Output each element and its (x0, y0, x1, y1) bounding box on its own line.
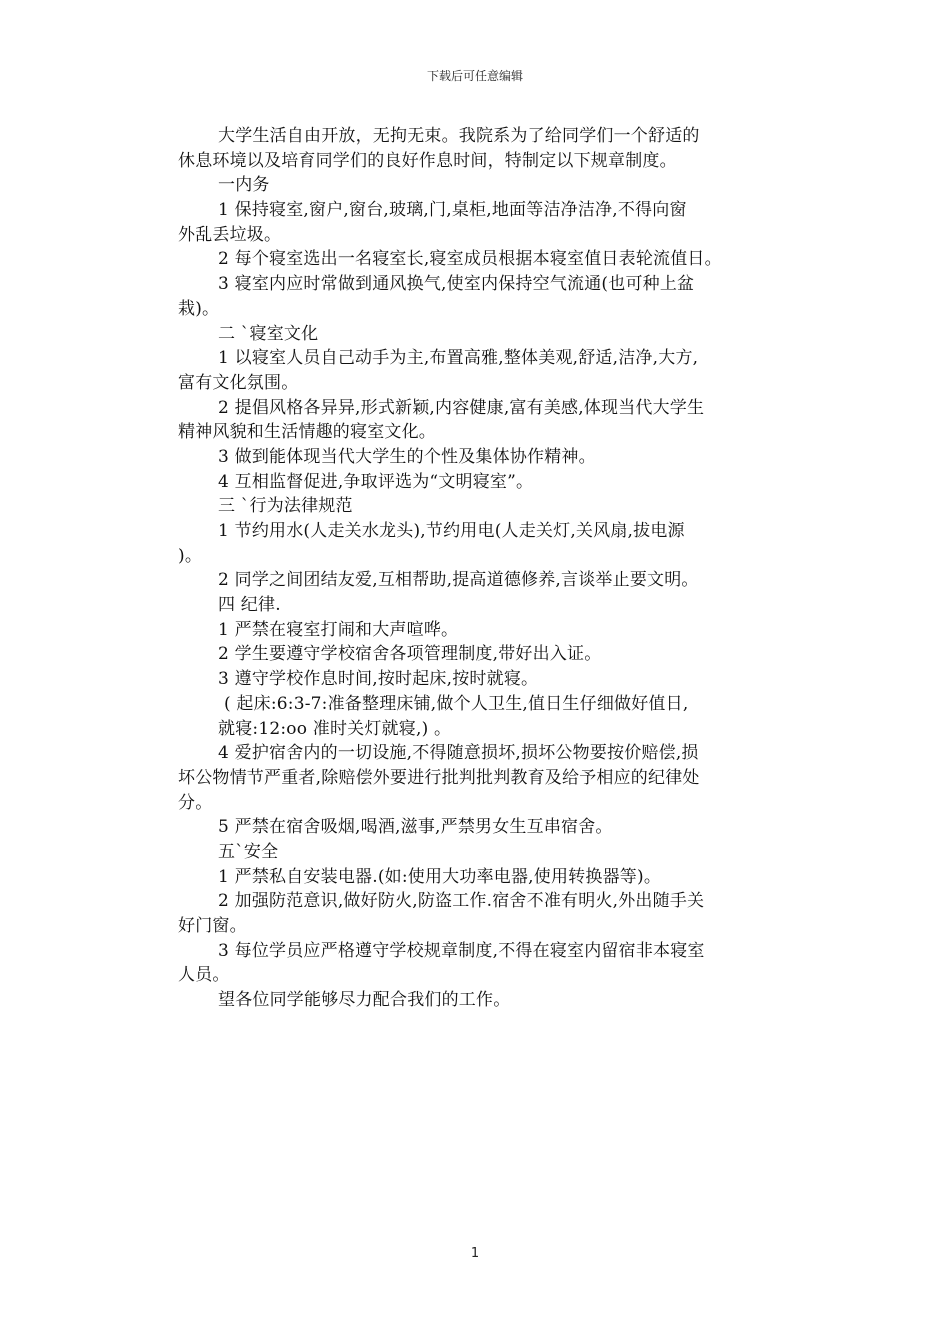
text-line: 外乱丢垃圾。 (178, 224, 282, 245)
text-line: 精神风貌和生活情趣的寝室文化。 (178, 422, 436, 443)
text-line: 休息环境以及培育同学们的良好作息时间，特制定以下规章制度。 (178, 150, 677, 171)
text-line: 1 严禁私自安装电器.(如:使用大功率电器,使用转换器等)。 (218, 866, 662, 887)
text-line: )。 (178, 545, 203, 566)
closing-line: 望各位同学能够尽力配合我们的工作。 (218, 990, 511, 1011)
text-line: ( 起床:6:3-7:准备整理床铺,做个人卫生,值日生仔细做好值日, (224, 693, 689, 714)
text-line: 3 遵守学校作息时间,按时起床,按时就寝。 (218, 669, 539, 690)
text-line: 5 严禁在宿舍吸烟,喝酒,滋事,严禁男女生互串宿舍。 (218, 817, 613, 838)
text-line: 3 寝室内应时常做到通风换气,使室内保持空气流通(也可种上盆 (218, 274, 695, 295)
page-number: 1 (470, 1246, 480, 1261)
text-line: 1 严禁在寝室打闹和大声喧哗。 (218, 619, 459, 640)
document-body (178, 124, 788, 1013)
text-line: 好门窗。 (178, 916, 247, 936)
section-heading: 四 纪律. (218, 595, 281, 616)
text-line: 4 互相监督促进,争取评选为“文明寝室”。 (218, 471, 534, 492)
text-line: 2 学生要遵守学校宿舍各项管理制度,带好出入证。 (218, 644, 602, 665)
text-line: 就寝:12:oo 准时关灯就寝,) 。 (218, 718, 452, 739)
section-heading: 三 `行为法律规范 (218, 496, 353, 517)
page-header: 下载后可任意编辑 (426, 69, 523, 83)
text-line: 2 每个寝室选出一名寝室长,寝室成员根据本寝室值日表轮流值日。 (218, 249, 722, 270)
text-line: 2 提倡风格各异异,形式新颖,内容健康,富有美感,体现当代大学生 (218, 397, 705, 418)
text-line: 1 节约用水(人走关水龙头),节约用电(人走关灯,关风扇,拔电源 (218, 521, 685, 541)
section-heading: 五`安全 (218, 841, 279, 862)
text-line: 栽)。 (178, 298, 220, 319)
text-line: 坏公物情节严重者,除赔偿外要进行批判批判教育及给予相应的纪律处 (178, 767, 700, 788)
text-line: 2 同学之间团结友爱,互相帮助,提高道德修养,言谈举止要文明。 (218, 570, 699, 591)
section-heading: 一内务 (218, 175, 270, 196)
text-line: 分。 (178, 792, 213, 813)
text-line: 3 每位学员应严格遵守学校规章制度,不得在寝室内留宿非本寝室 (218, 940, 705, 961)
text-line: 1 以寝室人员自己动手为主,布置高雅,整体美观,舒适,洁净,大方, (218, 348, 699, 369)
section-heading: 二 `寝室文化 (218, 323, 319, 344)
text-line: 1 保持寝室,窗户,窗台,玻璃,门,桌柜,地面等洁净洁净,不得向窗 (218, 200, 687, 221)
text-line: 大学生活自由开放，无拘无束。我院系为了给同学们一个舒适的 (218, 126, 700, 146)
text-line: 富有文化氛围。 (178, 372, 299, 393)
text-line: 4 爱护宿舍内的一切设施,不得随意损坏,损坏公物要按价赔偿,损 (218, 743, 699, 764)
text-line: 人员。 (178, 965, 230, 986)
text-line: 3 做到能体现当代大学生的个性及集体协作精神。 (218, 446, 596, 467)
text-line: 2 加强防范意识,做好防火,防盗工作.宿舍不准有明火,外出随手关 (218, 891, 705, 912)
